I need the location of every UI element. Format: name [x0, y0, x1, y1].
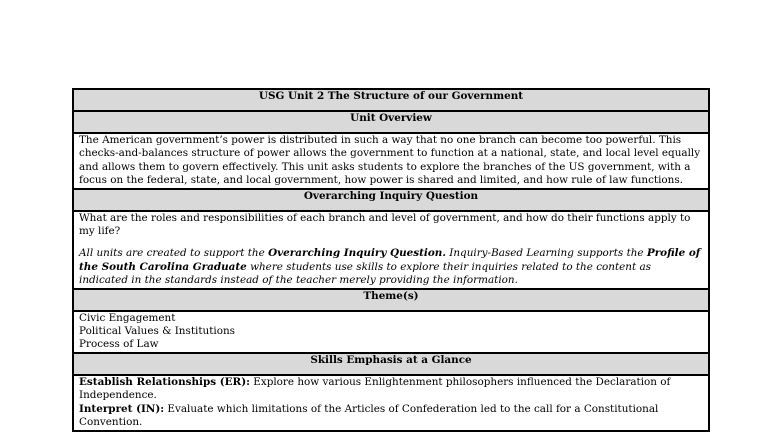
inquiry-heading: Overarching Inquiry Question	[73, 189, 709, 211]
unit-table	[72, 88, 710, 432]
skills-body	[73, 375, 709, 431]
skill-item	[79, 403, 703, 430]
unit-overview-body	[73, 133, 709, 189]
inquiry-question: What are the roles and responsibilities of each branch and level of government, and how do their functions apply to my life?	[79, 211, 691, 238]
inquiry-note	[79, 247, 703, 287]
inquiry-note-part1: All units are created to support the	[79, 247, 269, 260]
inquiry-note-part2: Inquiry-Based Learning supports the	[445, 247, 647, 260]
inquiry-note-part3: where students use skills to explore their inquiries related to the content as indicated in the standards instead of the teacher merely providing the information.	[79, 260, 651, 287]
themes-heading: Theme(s)	[73, 289, 709, 311]
skill-label: Interpret (IN):	[79, 402, 165, 415]
skill-text: Evaluate which limitations of the Articles of Confederation led to the call for a Constitutional Convention.	[79, 402, 659, 429]
skill-label: Establish Relationships (ER):	[79, 375, 250, 388]
themes-body	[73, 311, 709, 353]
theme-item: Civic Engagement	[79, 311, 176, 324]
inquiry-body	[73, 211, 709, 289]
skill-item	[79, 376, 703, 403]
unit-overview-heading: Unit Overview	[73, 111, 709, 133]
skills-heading: Skills Emphasis at a Glance	[73, 353, 709, 375]
inquiry-note-bold1: Overarching Inquiry Question.	[268, 247, 446, 260]
inquiry-note-bold2: Profile of the South Carolina Graduate	[79, 247, 701, 273]
unit-title: USG Unit 2 The Structure of our Government	[73, 89, 709, 111]
unit-overview-text: The American government’s power is distributed in such a way that no one branch can become too powerful. This checks-and-balances structure of power allows the government to function at a national, state, and local level equally and allows them to govern effectively. This unit asks students to explore the branches of the US government, with a focus on the federal, state, and local government, how power is shared and limited, and how rule of law functions.	[79, 134, 701, 187]
theme-item: Process of Law	[79, 338, 159, 351]
skill-text: Explore how various Enlightenment philosophers influenced the Declaration of Independence.	[79, 375, 671, 402]
theme-item: Political Values & Institutions	[79, 325, 235, 338]
